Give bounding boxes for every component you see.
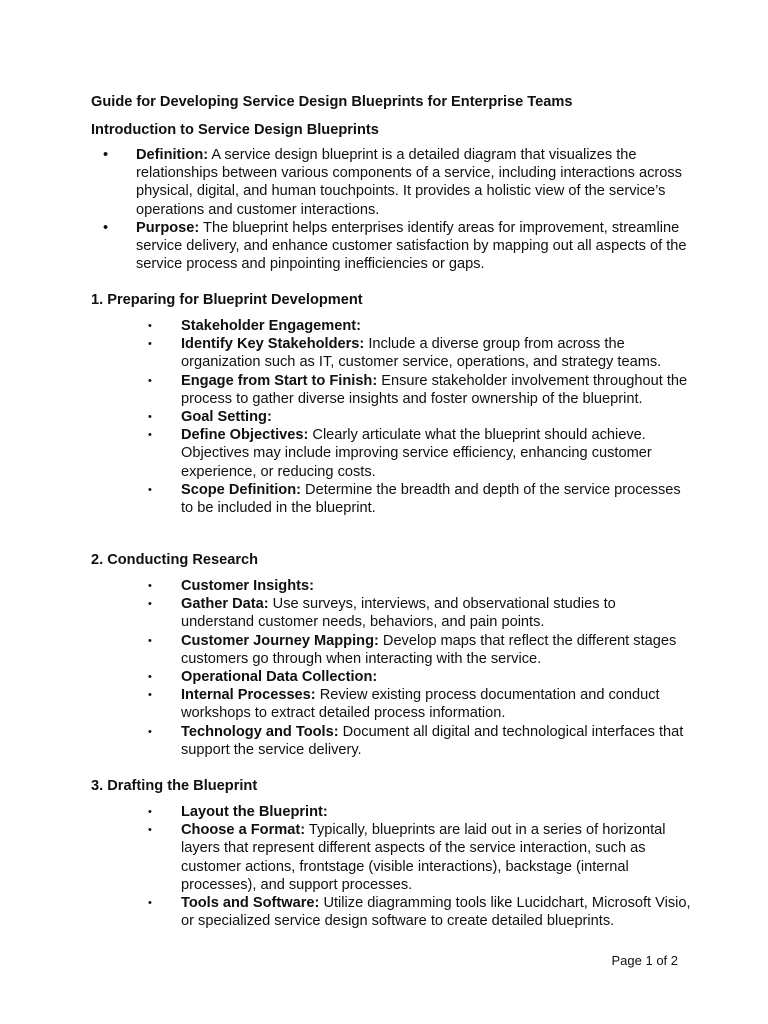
list-item: [148, 632, 691, 668]
bullet-icon: •: [103, 147, 109, 163]
list-item: [148, 821, 691, 894]
bullet-icon: •: [103, 219, 109, 236]
item-text: Determine the breadth and depth of the service processes to be included in the blueprint.: [181, 481, 681, 517]
section1-heading: 1. Preparing for Blueprint Development: [91, 292, 363, 308]
list-item: [148, 426, 691, 481]
item-label: Technology and Tools:: [181, 723, 339, 740]
bullet-icon: •: [148, 806, 152, 818]
bullet-icon: •: [148, 689, 152, 702]
bullet-icon: •: [148, 725, 152, 738]
item-text: Ensure stakeholder involvement throughout the process to gather diverse insights and foster ownership of the blueprint.: [181, 372, 688, 407]
item-label: Definition:: [136, 147, 209, 163]
item-text: Utilize diagramming tools like Lucidchart, Microsoft Visio, or specialized service design software to create detailed blueprints.: [181, 895, 691, 930]
list-item: [148, 372, 691, 408]
item-label: Stakeholder Engagement:: [181, 318, 362, 334]
item-label: Customer Journey Mapping:: [181, 632, 379, 649]
intro-heading: Introduction to Service Design Blueprints: [91, 122, 379, 138]
item-label: Goal Setting:: [181, 409, 272, 426]
section2-list: [148, 577, 691, 759]
item-label: Choose a Format:: [181, 822, 306, 839]
list-item: [148, 577, 691, 595]
bullet-icon: •: [148, 320, 152, 332]
list-item: [148, 723, 691, 759]
item-text: Review existing process documentation and conduct workshops to extract detailed process information.: [181, 687, 660, 722]
page-number: Page 1 of 2: [611, 953, 678, 968]
list-item: [148, 408, 691, 426]
item-label: Internal Processes:: [181, 687, 316, 704]
item-label: Customer Insights:: [181, 578, 314, 594]
item-label: Identify Key Stakeholders:: [181, 336, 365, 353]
bullet-icon: •: [148, 374, 152, 387]
item-label: Operational Data Collection:: [181, 669, 378, 686]
list-item: [148, 894, 691, 930]
intro-list: [103, 146, 696, 273]
bullet-icon: •: [148, 897, 152, 910]
item-text: The blueprint helps enterprises identify areas for improvement, streamline service delivery, and enhance customer satisfaction by mapping out all aspects of the service process and pinpointing inefficiencies or gaps.: [136, 219, 687, 273]
item-text: Document all digital and technological interfaces that support the service delivery.: [181, 723, 684, 758]
item-label: Define Objectives:: [181, 427, 309, 444]
list-item: [103, 146, 696, 219]
list-item: [148, 595, 691, 631]
bullet-icon: •: [148, 580, 152, 592]
bullet-icon: •: [148, 338, 152, 351]
list-item: [103, 219, 696, 274]
bullet-icon: •: [148, 671, 152, 684]
section3-list: [148, 803, 691, 930]
item-text: Clearly articulate what the blueprint should achieve. Objectives may include improving service efficiency, enhancing customer experience, or reducing costs.: [181, 427, 652, 480]
list-item: [148, 803, 691, 821]
item-label: Gather Data:: [181, 596, 269, 613]
bullet-icon: •: [148, 429, 152, 442]
item-text: A service design blueprint is a detailed diagram that visualizes the relationships between various components of a service, including interactions across physical, digital, and human touchpoints. It provides a holistic view of the service’s operations and customer interactions.: [136, 147, 682, 218]
item-label: Tools and Software:: [181, 895, 320, 912]
item-text: Develop maps that reflect the different stages customers go through when interacting with the service.: [181, 632, 677, 667]
item-label: Layout the Blueprint:: [181, 804, 328, 820]
bullet-icon: •: [148, 634, 152, 647]
bullet-icon: •: [148, 483, 152, 496]
bullet-icon: •: [148, 411, 152, 424]
list-item: [148, 686, 691, 722]
document-title: Guide for Developing Service Design Blueprints for Enterprise Teams: [91, 94, 573, 110]
item-text: Include a diverse group from across the organization such as IT, customer service, operations, and strategy teams.: [181, 336, 662, 371]
section1-list: [148, 317, 691, 517]
item-label: Purpose:: [136, 219, 200, 236]
list-item: [148, 668, 691, 686]
bullet-icon: •: [148, 824, 152, 837]
item-text: Use surveys, interviews, and observational studies to understand customer needs, behaviors, and pain points.: [181, 596, 616, 631]
list-item: [148, 317, 691, 335]
item-label: Engage from Start to Finish:: [181, 372, 378, 389]
list-item: [148, 481, 691, 517]
bullet-icon: •: [148, 598, 152, 611]
list-item: [148, 335, 691, 371]
item-text: Typically, blueprints are laid out in a series of horizontal layers that represent different aspects of the service interaction, such as customer actions, frontstage (visible interactions), backstage (internal processes), and support processes.: [181, 822, 666, 893]
section2-heading: 2. Conducting Research: [91, 552, 259, 568]
item-label: Scope Definition:: [181, 481, 301, 498]
section3-heading: 3. Drafting the Blueprint: [91, 778, 258, 794]
